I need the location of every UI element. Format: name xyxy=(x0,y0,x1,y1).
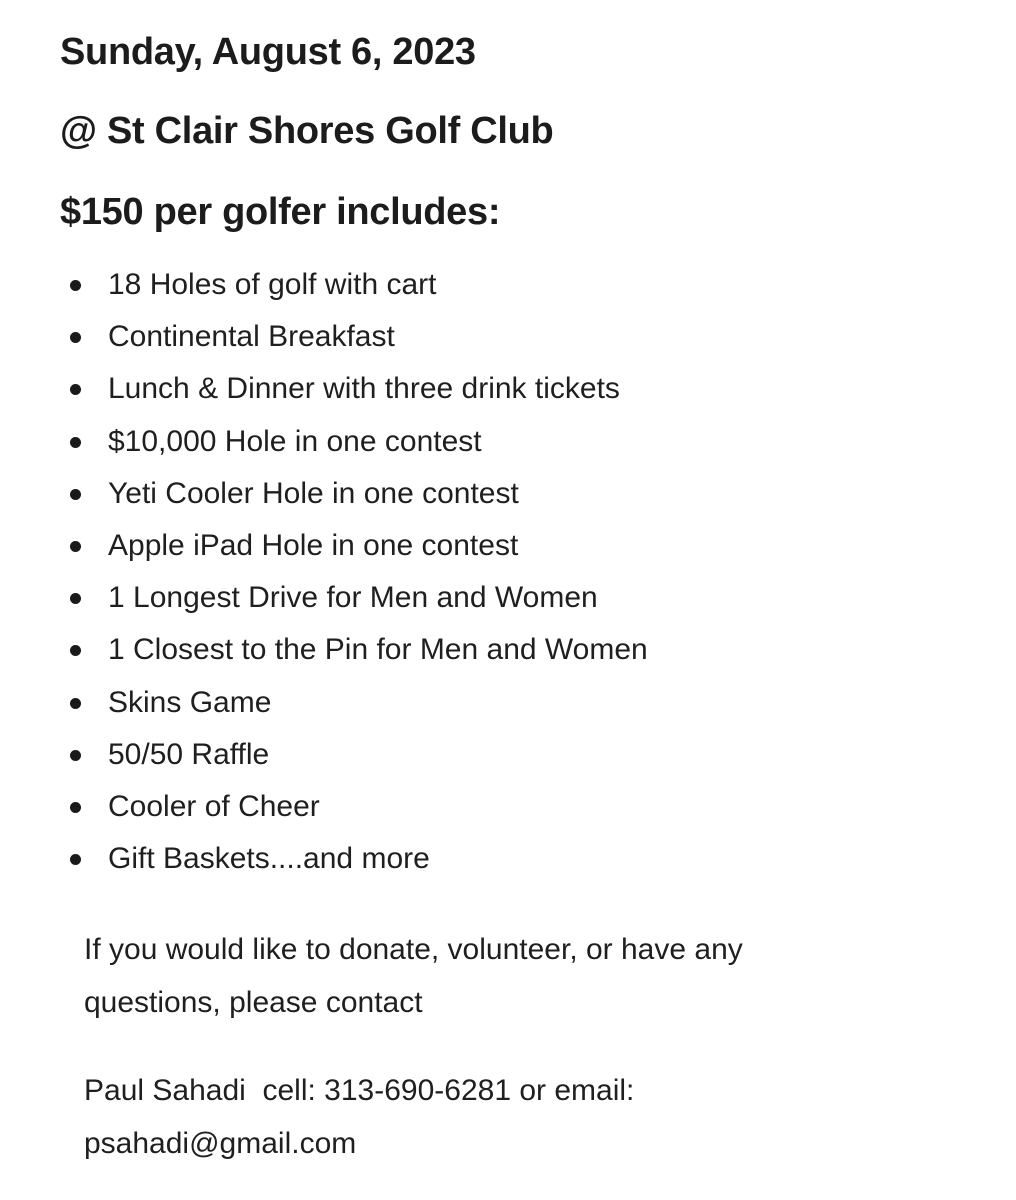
event-date: Sunday, August 6, 2023 xyxy=(60,31,476,73)
list-item xyxy=(60,677,648,729)
list-item xyxy=(60,520,648,572)
bullet-icon xyxy=(70,750,81,761)
list-item xyxy=(60,729,648,781)
includes-list xyxy=(60,259,648,885)
list-item-text: 50/50 Raffle xyxy=(108,737,270,771)
cell-label: cell: xyxy=(262,1074,316,1107)
bullet-icon xyxy=(70,280,81,291)
event-venue: @ St Clair Shores Golf Club xyxy=(60,110,554,152)
contact-name: Paul Sahadi xyxy=(84,1074,246,1107)
contact-info xyxy=(84,1064,844,1170)
list-item xyxy=(60,624,648,676)
bullet-icon xyxy=(70,593,81,604)
list-item xyxy=(60,363,648,415)
email-label: or email: xyxy=(519,1074,635,1107)
list-item xyxy=(60,259,648,311)
list-item-text: 18 Holes of golf with cart xyxy=(108,268,437,301)
list-item-text: 1 Closest to the Pin for Men and Women xyxy=(108,633,648,667)
list-item xyxy=(60,416,648,468)
price-heading: $150 per golfer includes: xyxy=(60,191,501,233)
bullet-icon xyxy=(70,854,81,865)
bullet-icon xyxy=(70,802,81,813)
list-item-text: Cooler of Cheer xyxy=(108,789,320,823)
contact-phone[interactable]: 313-690-6281 xyxy=(324,1074,511,1107)
contact-email[interactable]: psahadi@gmail.com xyxy=(84,1127,357,1160)
bullet-icon xyxy=(70,489,81,500)
list-item-text: 1 Longest Drive for Men and Women xyxy=(108,581,598,615)
list-item-text: $10,000 Hole in one contest xyxy=(108,424,482,458)
list-item xyxy=(60,833,648,885)
list-item xyxy=(60,468,648,520)
bullet-icon xyxy=(70,541,81,552)
contact-intro: If you would like to donate, volunteer, or have any questions, please contact xyxy=(84,933,743,1019)
list-item-text: Gift Baskets....and more xyxy=(108,842,430,876)
bullet-icon xyxy=(70,332,81,343)
bullet-icon xyxy=(70,698,81,709)
bullet-icon xyxy=(70,437,81,448)
list-item xyxy=(60,781,648,833)
list-item xyxy=(60,311,648,363)
list-item-text: Lunch & Dinner with three drink tickets xyxy=(108,372,620,406)
list-item-text: Yeti Cooler Hole in one contest xyxy=(108,476,519,510)
bullet-icon xyxy=(70,645,81,656)
list-item-text: Apple iPad Hole in one contest xyxy=(108,528,519,562)
bullet-icon xyxy=(70,384,81,395)
list-item-text: Continental Breakfast xyxy=(108,320,395,354)
list-item-text: Skins Game xyxy=(108,685,272,719)
list-item xyxy=(60,572,648,624)
